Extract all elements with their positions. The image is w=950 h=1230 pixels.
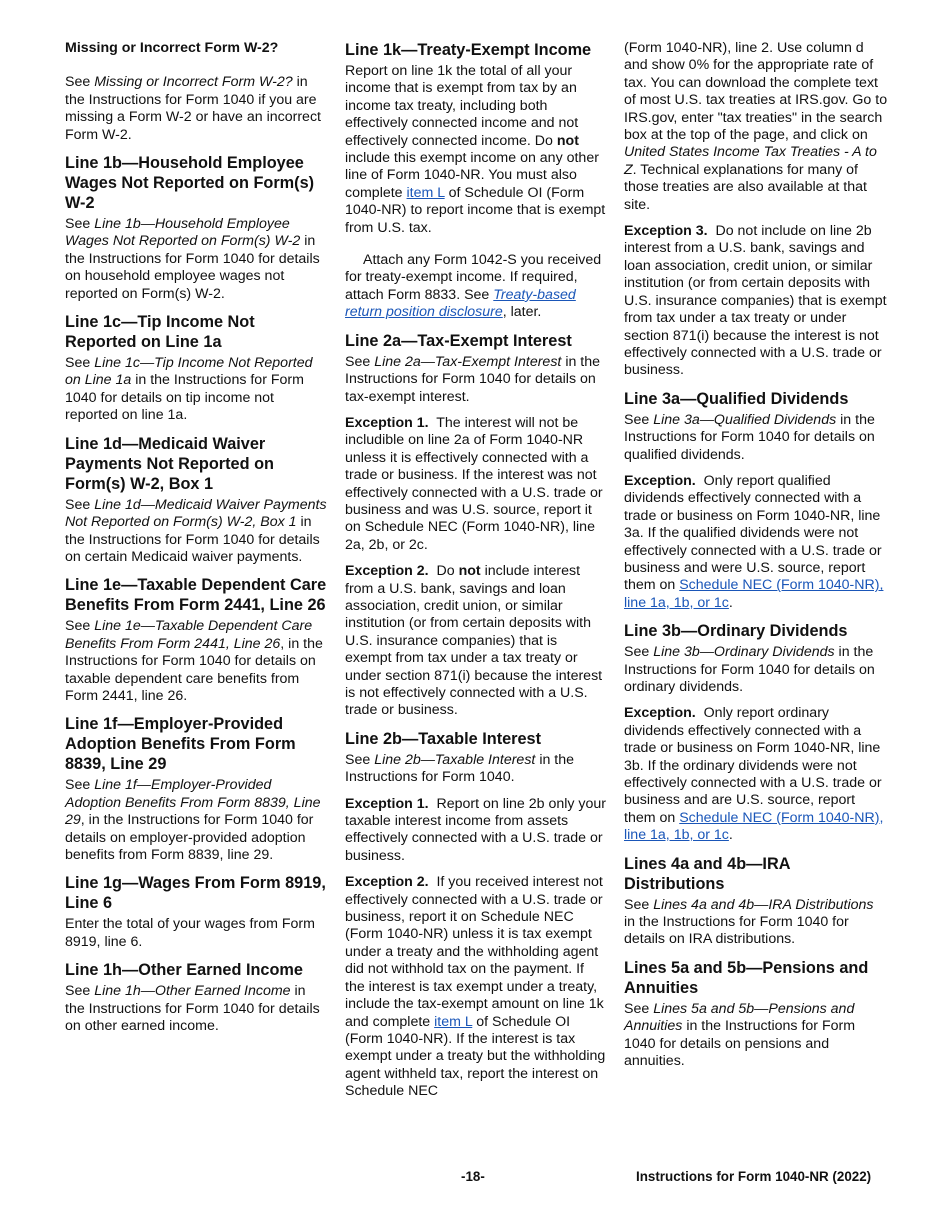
section-heading-line1g: Line 1g—Wages From Form 8919, Line 6	[65, 874, 326, 913]
exception-line2a-1: Exception 1. The interest will not be includible on line 2a of Form 1040-NR unless it is effectively connected with a trade or business. If the interest was not effectively connected with a U.S. trade or business and was U.S. source, report it on Schedule NEC (Form 1040-NR), line 2a, 2b, or 2c.	[345, 414, 603, 553]
section-text-line4: See Lines 4a and 4b—IRA Distributions in the Instructions for Form 1040 for details on IRA distributions.	[624, 896, 874, 948]
schedule-nec-link-2[interactable]: Schedule NEC (Form 1040-NR), line 1a, 1b, or 1c	[624, 809, 884, 844]
section-text-line3b: See Line 3b—Ordinary Dividends in the Instructions for Form 1040 for details on ordinary dividends.	[624, 644, 875, 695]
column-left	[65, 40, 327, 1044]
item-l-link-2[interactable]: item L	[434, 1013, 473, 1030]
exception-line3b: Exception. Only report ordinary dividends effectively connected with a trade or business on Form 1040-NR, line 3b. If the ordinary dividends were not effectively connected with a U.S. trade or business and are U.S. source, report them on Schedule NEC (Form 1040-NR), line 1a, 1b, or 1c.	[624, 705, 884, 844]
section-text-missing-w2: See Missing or Incorrect Form W-2? in the Instructions for Form 1040 if you are missing a Form W-2 or have an incorrect Form W-2.	[65, 74, 321, 143]
section-text-line2b: See Line 2b—Taxable Interest in the Instructions for Form 1040.	[345, 751, 575, 786]
section-heading-line5: Lines 5a and 5b—Pensions and Annuities	[624, 958, 869, 997]
exception-line2b-3: Exception 3. Do not include on line 2b interest from a U.S. bank, savings and loan association, credit union, or similar institution (or from certain deposits with U.S. insurance companies) that is exempt from tax under a tax treaty or under section 871(i) because the interest is not effectively connected with a U.S. trade or business.	[624, 223, 887, 379]
section-text-line5: See Lines 5a and 5b—Pensions and Annuities in the Instructions for Form 1040 for details on pensions and annuities.	[624, 1000, 856, 1070]
section-heading-line1b: Line 1b—Household Employee Wages Not Reported on Form(s) W-2	[65, 154, 315, 213]
section-text-line1d: See Line 1d—Medicaid Waiver Payments Not Reported on Form(s) W-2, Box 1 in the Instructions for Form 1040 for details on certain Medicaid waiver payments.	[65, 496, 327, 565]
page-number: -18-	[461, 1169, 485, 1184]
section-text-line1b: See Line 1b—Household Employee Wages Not Reported on Form(s) W-2 in the Instructions for Form 1040 for details on household employee wages not reported on Form(s) W-2.	[65, 216, 320, 302]
section-text-line3a: See Line 3a—Qualified Dividends in the Instructions for Form 1040 for details on qualified dividends.	[624, 411, 875, 463]
exception-line3a: Exception. Only report qualified dividends effectively connected with a trade or business on Form 1040-NR, line 3a. If the qualified dividends were not effectively connected with a U.S. trade or business and were U.S. source, report them on Schedule NEC (Form 1040-NR), line 1a, 1b, or 1c.	[624, 472, 884, 611]
treaty-disclosure-link[interactable]: Treaty-based return position disclosure	[345, 286, 576, 321]
section-text-line2a: See Line 2a—Tax-Exempt Interest in the Instructions for Form 1040 for details on tax-exempt interest.	[345, 353, 601, 405]
section-text-line1h: See Line 1h—Other Earned Income in the Instructions for Form 1040 for details on other earned income.	[65, 983, 320, 1034]
section-text-line1k: Report on line 1k the total of all your income that is exempt from tax by an income tax treaty, including both effectively connected income and not effectively connected income. Do not include this exempt income on any other line of Form 1040-NR. You must also complete item L of Schedule OI (Form 1040-NR) to report income that is exempt from U.S. tax.	[345, 63, 606, 236]
section-heading-line1h: Line 1h—Other Earned Income	[65, 961, 303, 980]
section-heading-line1f: Line 1f—Employer-Provided Adoption Benefits From Form 8839, Line 29	[65, 715, 296, 774]
exception-line2a-2: Exception 2. Do not include interest from a U.S. bank, savings and loan association, credit union, or similar institution (or from certain deposits with U.S. insurance companies) that is exempt from tax under a tax treaty or under section 871(i) because the interest is not effectively connected with a U.S. trade or business.	[345, 563, 603, 719]
section-heading-line1c: Line 1c—Tip Income Not Reported on Line 1a	[65, 313, 255, 352]
section-heading-missing-w2: Missing or Incorrect Form W-2?	[65, 40, 279, 56]
section-heading-line2a: Line 2a—Tax-Exempt Interest	[345, 331, 572, 350]
exception-line2b-2: Exception 2. If you received interest not effectively connected with a U.S. trade or business, report it on Schedule NEC (Form 1040-NR) unless it is tax exempt under a treaty and the withholding agent did not withhold tax on the payment. If the interest is tax exempt under a treaty, include the tax-exempt amount on line 1k and complete item L of Schedule OI (Form 1040-NR). If the interest is tax exempt under a treaty but the withholding agent withheld tax, report the interest on Schedule NEC	[345, 874, 606, 1100]
section-text-line1f: See Line 1f—Employer-Provided Adoption Benefits From Form 8839, Line 29, in the Instructions for Form 1040 for details on employer-provided adoption benefits from Form 8839, line 29.	[65, 777, 321, 863]
section-text-line1k-attach: Attach any Form 1042-S you received for treaty-exempt income. If required, attach Form 8833. See Treaty-based return position disclosure, later.	[345, 252, 602, 321]
form-title: Instructions for Form 1040-NR (2022)	[636, 1169, 872, 1184]
section-text-line1c: See Line 1c—Tip Income Not Reported on Line 1a in the Instructions for Form 1040 for details on tip income not reported on line 1a.	[65, 355, 313, 424]
column-middle	[345, 40, 607, 1110]
section-heading-line3a: Line 3a—Qualified Dividends	[624, 389, 849, 408]
item-l-link[interactable]: item L	[406, 184, 445, 201]
section-text-line1e: See Line 1e—Taxable Dependent Care Benefits From Form 2441, Line 26, in the Instructions for Form 1040 for details on taxable dependent care benefits from Form 2441, line 26.	[65, 618, 323, 704]
section-text-line1g: Enter the total of your wages from Form 8919, line 6.	[65, 916, 315, 950]
section-heading-line3b: Line 3b—Ordinary Dividends	[624, 622, 848, 641]
section-heading-line1e: Line 1e—Taxable Dependent Care Benefits From Form 2441, Line 26	[65, 576, 327, 615]
section-heading-line1k: Line 1k—Treaty-Exempt Income	[345, 41, 592, 59]
section-text-treaty-continued: (Form 1040-NR), line 2. Use column d and show 0% for the appropriate rate of tax. You can download the complete text of most U.S. tax treaties at IRS.gov. Go to IRS.gov, enter "tax treaties" in the search box at the top of the page, and click on United States Income Tax Treaties - A to Z. Technical explanations for many of those treaties are also available at that site.	[624, 40, 888, 213]
column-right	[624, 40, 888, 1080]
section-heading-line1d: Line 1d—Medicaid Waiver Payments Not Reported on Form(s) W-2, Box 1	[65, 434, 274, 493]
section-heading-line4: Lines 4a and 4b—IRA Distributions	[624, 854, 790, 893]
exception-line2b-1: Exception 1. Report on line 2b only your taxable interest income from assets effectively connected with a U.S. trade or business.	[345, 795, 607, 864]
schedule-nec-link[interactable]: Schedule NEC (Form 1040-NR), line 1a, 1b, or 1c	[624, 577, 884, 611]
section-heading-line2b: Line 2b—Taxable Interest	[345, 729, 542, 748]
